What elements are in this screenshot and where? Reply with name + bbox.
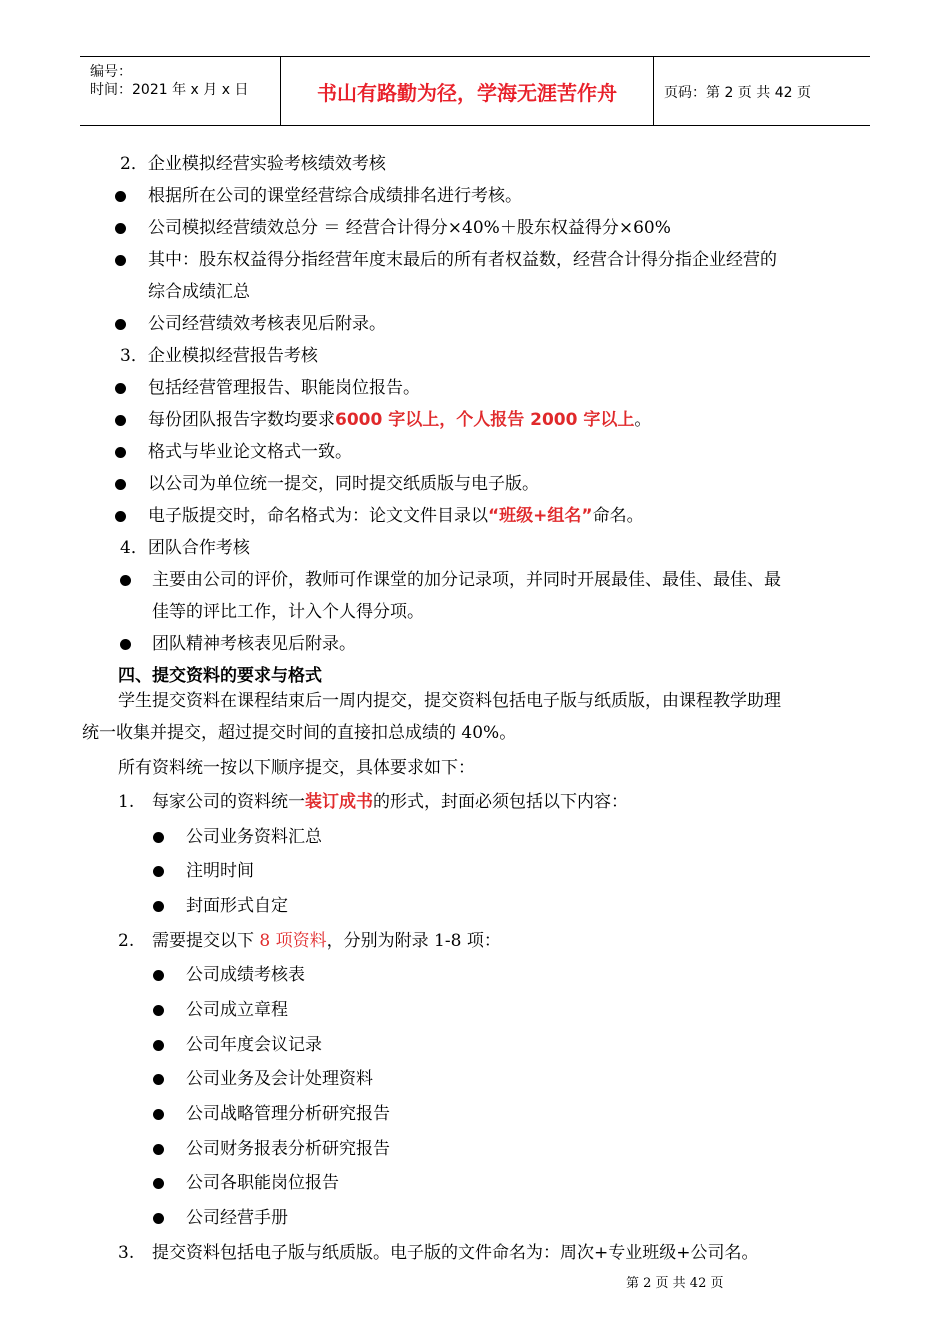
text: 公司业务资料汇总 <box>186 827 322 847</box>
section-2-title <box>0 149 950 179</box>
list-item <box>0 373 950 403</box>
text: 提交资料包括电子版与纸质版。电子版的文件命名为：周次+专业班级+公司名。 <box>152 1243 759 1263</box>
sub-list-item <box>0 856 950 886</box>
paragraph <box>0 686 950 716</box>
binding-requirement: 装订成书 <box>305 792 373 812</box>
text: 公司战略管理分析研究报告 <box>186 1104 390 1124</box>
text: 4．团队合作考核 <box>120 538 250 558</box>
text: 注明时间 <box>186 861 254 881</box>
bullet-icon <box>153 1178 164 1189</box>
text: 2. <box>118 931 135 951</box>
sub-list-item <box>0 1168 950 1198</box>
list-item <box>0 309 950 339</box>
header-motto: 书山有路勤为径，学海无涯苦作舟 <box>281 57 654 125</box>
bullet-icon <box>153 1109 164 1120</box>
text: 公司模拟经营绩效总分 ＝ 经营合计得分×40%＋股东权益得分×60% <box>148 218 671 238</box>
text: 公司业务及会计处理资料 <box>186 1069 373 1089</box>
sub-list-item <box>0 1064 950 1094</box>
list-item <box>0 405 950 435</box>
page-footer: 第 2 页 共 42 页 <box>626 1276 724 1291</box>
text: 每份团队报告字数均要求6000 字以上，个人报告 2000 字以上。 <box>148 410 652 430</box>
sub-list-item <box>0 1203 950 1233</box>
text: 公司年度会议记录 <box>186 1035 322 1055</box>
numbered-item <box>0 787 950 817</box>
text: 3. <box>118 1243 135 1263</box>
bullet-icon <box>120 575 131 586</box>
bullet-icon <box>153 1144 164 1155</box>
numbered-item <box>0 1238 950 1268</box>
list-item <box>0 565 950 595</box>
text: 佳等的评比工作，计入个人得分项。 <box>152 602 424 622</box>
bullet-icon <box>153 866 164 877</box>
bullet-icon <box>115 479 126 490</box>
bullet-icon <box>115 511 126 522</box>
list-item <box>0 213 950 243</box>
text: 根据所在公司的课堂经营综合成绩排名进行考核。 <box>148 186 522 206</box>
text: 1. <box>118 792 135 812</box>
text: 格式与毕业论文格式一致。 <box>148 442 352 462</box>
paragraph <box>0 753 950 783</box>
bullet-icon <box>115 383 126 394</box>
bullet-icon <box>115 191 126 202</box>
section-3-title <box>0 341 950 371</box>
text: 公司成绩考核表 <box>186 965 305 985</box>
word-count-requirement: 6000 字以上，个人报告 2000 字以上 <box>335 410 635 430</box>
text: 公司各职能岗位报告 <box>186 1173 339 1193</box>
header-page-label: 页码：第 2 页 共 42 页 <box>664 85 811 101</box>
list-item <box>0 181 950 211</box>
sub-list-item <box>0 960 950 990</box>
text: 3．企业模拟经营报告考核 <box>120 346 318 366</box>
bullet-icon <box>115 415 126 426</box>
bullet-icon <box>153 832 164 843</box>
text: 公司经营绩效考核表见后附录。 <box>148 314 386 334</box>
text: 以公司为单位统一提交，同时提交纸质版与电子版。 <box>148 474 539 494</box>
naming-format: “班级+组名” <box>488 506 593 526</box>
time-label: 时间：2021 年 x 月 x 日 <box>90 82 249 98</box>
sub-list-item <box>0 891 950 921</box>
text: 其中：股东权益得分指经营年度末最后的所有者权益数，经营合计得分指企业经营的 <box>148 250 777 270</box>
text: 团队精神考核表见后附录。 <box>152 634 356 654</box>
bullet-icon <box>115 319 126 330</box>
bullet-icon <box>153 1074 164 1085</box>
sub-list-item <box>0 1030 950 1060</box>
number-label: 编号： <box>90 64 132 80</box>
paragraph-cont <box>0 718 950 748</box>
section-4-title <box>0 533 950 563</box>
text: 公司财务报表分析研究报告 <box>186 1139 390 1159</box>
list-item <box>0 469 950 499</box>
text: 2．企业模拟经营实验考核绩效考核 <box>120 154 386 174</box>
bullet-icon <box>120 639 131 650</box>
text: 统一收集并提交，超过提交时间的直接扣总成绩的 40%。 <box>82 723 517 743</box>
text: 四、提交资料的要求与格式 <box>118 666 322 686</box>
text: 电子版提交时，命名格式为：论文文件目录以“班级+组名”命名。 <box>148 506 644 526</box>
bullet-icon <box>115 255 126 266</box>
text: 包括经营管理报告、职能岗位报告。 <box>148 378 420 398</box>
text: 学生提交资料在课程结束后一周内提交，提交资料包括电子版与纸质版，由课程教学助理 <box>118 691 781 711</box>
bullet-icon <box>115 447 126 458</box>
page-header <box>80 56 870 126</box>
text: 所有资料统一按以下顺序提交，具体要求如下： <box>118 758 475 778</box>
text: 综合成绩汇总 <box>148 282 250 302</box>
sub-list-item <box>0 995 950 1025</box>
bullet-icon <box>153 970 164 981</box>
text: 每家公司的资料统一装订成书的形式，封面必须包括以下内容： <box>152 792 628 812</box>
item-count-highlight: 8 项资料 <box>259 931 327 951</box>
text: 公司经营手册 <box>186 1208 288 1228</box>
sub-list-item <box>0 1134 950 1164</box>
bullet-icon <box>115 223 126 234</box>
bullet-icon <box>153 901 164 912</box>
text: 封面形式自定 <box>186 896 288 916</box>
text: 主要由公司的评价，教师可作课堂的加分记录项，并同时开展最佳、最佳、最佳、最 <box>152 570 781 590</box>
header-meta <box>80 57 281 125</box>
list-item <box>0 501 950 531</box>
bullet-icon <box>153 1213 164 1224</box>
sub-list-item <box>0 822 950 852</box>
text: 公司成立章程 <box>186 1000 288 1020</box>
bullet-icon <box>153 1040 164 1051</box>
numbered-item <box>0 926 950 956</box>
text: 需要提交以下 8 项资料，分别为附录 1-8 项： <box>152 931 501 951</box>
list-item <box>0 437 950 467</box>
bullet-icon <box>153 1005 164 1016</box>
list-item-cont <box>0 277 950 307</box>
list-item <box>0 245 950 275</box>
sub-list-item <box>0 1099 950 1129</box>
list-item-cont <box>0 597 950 627</box>
list-item <box>0 629 950 659</box>
